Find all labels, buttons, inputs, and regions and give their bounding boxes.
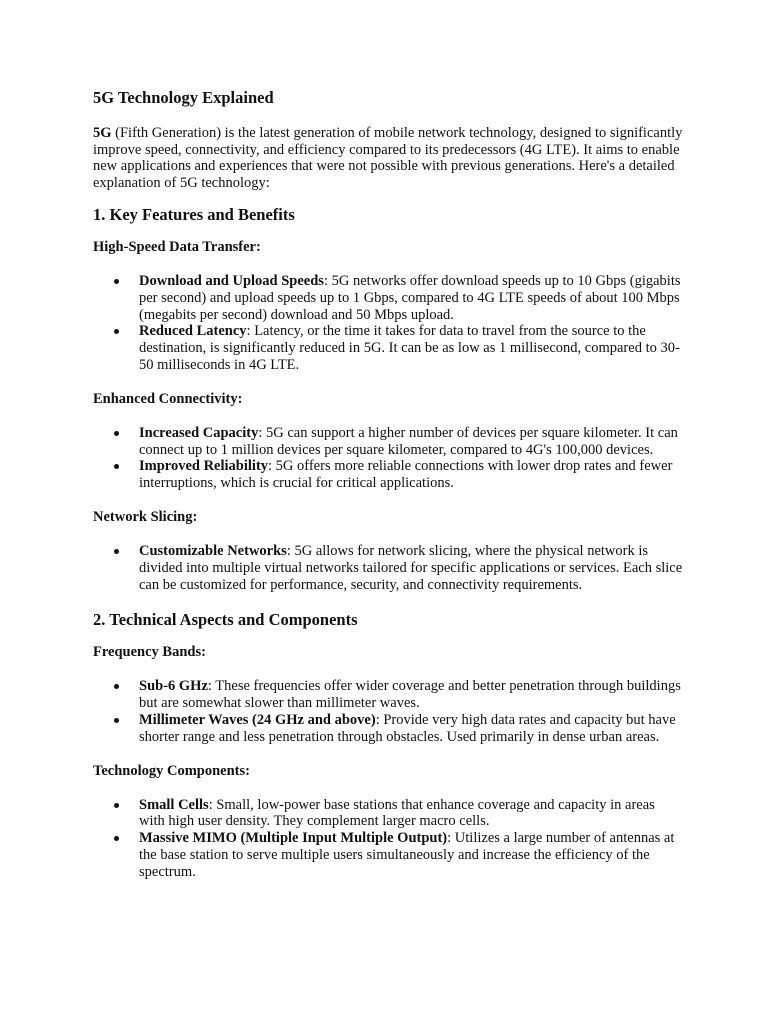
list-item: [93, 830, 683, 880]
list-item-term: Massive MIMO (Multiple Input Multiple Output): [139, 830, 448, 847]
section-heading: 1. Key Features and Benefits: [93, 205, 295, 224]
list-item-term: Sub-6 GHz: [139, 678, 208, 695]
intro-text: (Fifth Generation) is the latest generation of mobile network technology, designed to significantly improve speed, connectivity, and efficiency compared to its predecessors (4G LTE). It aims to enable new applications and experiences that were not possible with previous generations. Here's a detailed explanation of 5G technology:: [93, 125, 683, 191]
list-item-description: : 5G offers more reliable connections with lower drop rates and fewer interruptions, which is crucial for critical applications.: [139, 458, 673, 492]
bullet-list: [93, 425, 683, 492]
list-item: [93, 712, 683, 746]
subsection-heading: Technology Components:: [93, 762, 250, 779]
bullet-icon: [114, 803, 119, 808]
list-item-term: Small Cells: [139, 796, 209, 813]
subsection-heading: Enhanced Connectivity:: [93, 390, 243, 407]
list-item-description: : Utilizes a large number of antennas at the base station to serve multiple users simultaneously and increase the efficiency of the spectrum.: [139, 830, 675, 880]
list-item: [93, 678, 683, 712]
bullet-list: [93, 543, 683, 593]
document-page: [93, 86, 683, 898]
bullet-list: [93, 678, 683, 745]
intro-bold-term: 5G: [93, 125, 112, 141]
list-item-description: : 5G networks offer download speeds up to 10 Gbps (gigabits per second) and upload speeds up to 1 Gbps, compared to 4G LTE speeds of about 100 Mbps (megabits per second) download and 50 Mbps upload.: [139, 273, 681, 323]
list-item-term: Improved Reliability: [139, 458, 269, 475]
list-item-term: Reduced Latency: [139, 323, 247, 340]
list-item-description: : 5G can support a higher number of devices per square kilometer. It can connect up to 1 million devices per square kilometer, compared to 4G's 100,000 devices.: [139, 424, 678, 458]
intro-paragraph: [93, 125, 683, 191]
list-item: [93, 797, 683, 831]
list-item-description: : 5G allows for network slicing, where the physical network is divided into multiple virtual networks tailored for specific applications or services. Each slice can be customized for performance, security, and connectivity requirements.: [139, 542, 683, 593]
list-item: [93, 323, 683, 373]
bullet-icon: [114, 684, 119, 689]
list-item: [93, 273, 683, 323]
list-item: [93, 458, 683, 492]
bullet-list: [93, 797, 683, 881]
bullet-icon: [114, 329, 119, 334]
bullet-icon: [114, 279, 119, 284]
list-item-term: Customizable Networks: [139, 542, 287, 559]
subsection-heading: Network Slicing:: [93, 508, 198, 525]
bullet-icon: [114, 718, 119, 723]
bullet-list: [93, 273, 683, 374]
list-item-description: : Provide very high data rates and capacity but have shorter range and less penetration through obstacles. Used primarily in dense urban areas.: [139, 711, 676, 745]
list-item-term: Millimeter Waves (24 GHz and above): [139, 711, 376, 728]
list-item-description: : These frequencies offer wider coverage and better penetration through buildings but are somewhat slower than millimeter waves.: [139, 678, 681, 712]
bullet-icon: [114, 836, 119, 841]
bullet-icon: [114, 549, 119, 554]
list-item: [93, 425, 683, 459]
document-sections: [93, 205, 683, 881]
list-item-term: Download and Upload Speeds: [139, 273, 324, 289]
subsection-heading: Frequency Bands:: [93, 644, 206, 661]
bullet-icon: [114, 464, 119, 469]
section-heading: 2. Technical Aspects and Components: [93, 610, 358, 630]
bullet-icon: [114, 431, 119, 436]
list-item: [93, 543, 683, 593]
list-item-description: : Latency, or the time it takes for data to travel from the source to the destination, is significantly reduced in 5G. It can be as low as 1 millisecond, compared to 30-50 milliseconds in 4G LTE.: [139, 323, 680, 373]
subsection-heading: High-Speed Data Transfer:: [93, 239, 261, 255]
list-item-description: : Small, low-power base stations that enhance coverage and capacity in areas with high user density. They complement larger macro cells.: [139, 796, 655, 830]
page-title: 5G Technology Explained: [93, 88, 274, 107]
list-item-term: Increased Capacity: [139, 424, 259, 441]
